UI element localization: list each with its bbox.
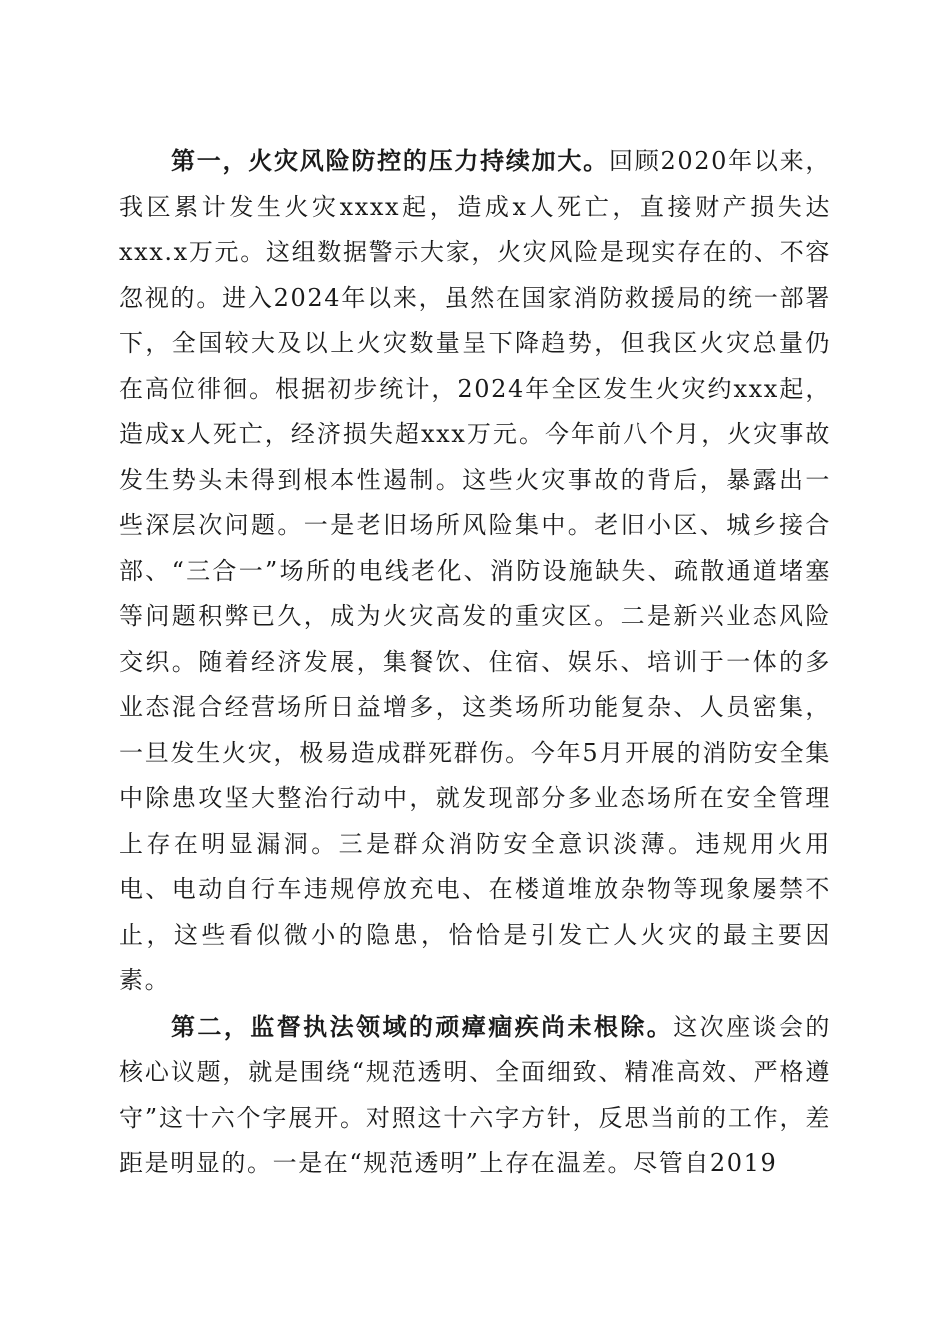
- paragraph-1: [119, 138, 831, 1004]
- paragraph-1-body: 回顾2020年以来，我区累计发生火灾xxxx起，造成x人死亡，直接财产损失达xxx.x万元。这组数据警示大家，火灾风险是现实存在的、不容忽视的。进入2024年以来，虽然在国家消防救援局的统一部署下，全国较大及以上火灾数量呈下降趋势，但我区火灾总量仍在高位徘徊。根据初步统计，2024年全区发生火灾约xxx起，造成x人死亡，经济损失超xxx万元。今年前八个月，火灾事故发生势头未得到根本性遏制。这些火灾事故的背后，暴露出一些深层次问题。一是老旧场所风险集中。老旧小区、城乡接合部、“三合一”场所的电线老化、消防设施缺失、疏散通道堵塞等问题积弊已久，成为火灾高发的重灾区。二是新兴业态风险交织。随着经济发展，集餐饮、住宿、娱乐、培训于一体的多业态混合经营场所日益增多，这类场所功能复杂、人员密集，一旦发生火灾，极易造成群死群伤。今年5月开展的消防安全集中除患攻坚大整治行动中，就发现部分多业态场所在安全管理上存在明显漏洞。三是群众消防安全意识淡薄。违规用火用电、电动自行车违规停放充电、在楼道堆放杂物等现象屡禁不止，这些看似微小的隐患，恰恰是引发亡人火灾的最主要因素。: [119, 147, 832, 994]
- paragraph-2-heading: 第二，监督执法领域的顽瘴痼疾尚未根除。: [171, 1011, 674, 1041]
- paragraph-2-body: 这次座谈会的核心议题，就是围绕“规范透明、全面细致、精准高效、严格遵守”这十六个字展开。对照这十六字方针，反思当前的工作，差距是明显的。一是在“规范透明”上存在温差。尽管自2019: [119, 1012, 831, 1177]
- body-text: [119, 138, 831, 1187]
- paragraph-2: [119, 1004, 831, 1187]
- paragraph-1-heading: 第一，火灾风险防控的压力持续加大。: [171, 146, 609, 175]
